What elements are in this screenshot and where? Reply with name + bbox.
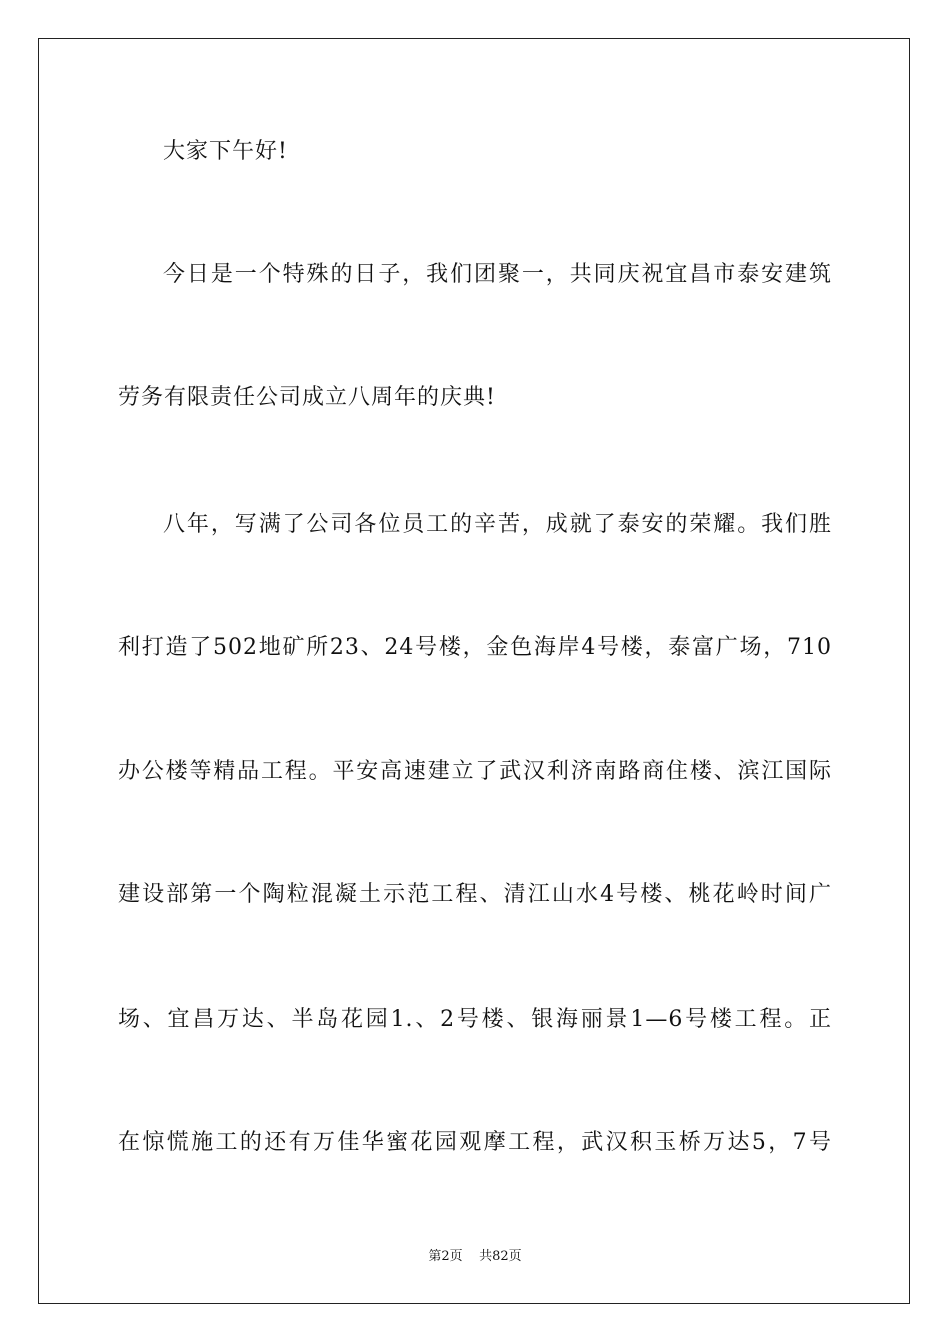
- greeting-line: 大家下午好!: [163, 139, 288, 164]
- paragraph-line: 今日是一个特殊的日子，我们团聚一，共同庆祝宜昌市泰安建筑: [163, 262, 832, 287]
- paragraph-line: 办公楼等精品工程。平安高速建立了武汉利济南路商住楼、滨江国际: [118, 759, 832, 784]
- page-border: [38, 38, 910, 1304]
- page-number: 第2页: [428, 1249, 463, 1264]
- paragraph-line: 劳务有限责任公司成立八周年的庆典!: [118, 385, 496, 410]
- page-footer: [0, 1248, 950, 1266]
- paragraph-line: 八年，写满了公司各位员工的辛苦，成就了泰安的荣耀。我们胜: [163, 512, 832, 537]
- paragraph-line: 建设部第一个陶粒混凝土示范工程、清江山水4号楼、桃花岭时间广: [118, 882, 832, 907]
- page-total: 共82页: [479, 1249, 522, 1264]
- paragraph-line: 利打造了502地矿所23、24号楼，金色海岸4号楼，泰富广场，710: [118, 635, 832, 660]
- paragraph-line: 在惊慌施工的还有万佳华蜜花园观摩工程，武汉积玉桥万达5，7号: [118, 1130, 832, 1155]
- paragraph-line: 场、宜昌万达、半岛花园1.、2号楼、银海丽景1—6号楼工程。正: [118, 1007, 832, 1032]
